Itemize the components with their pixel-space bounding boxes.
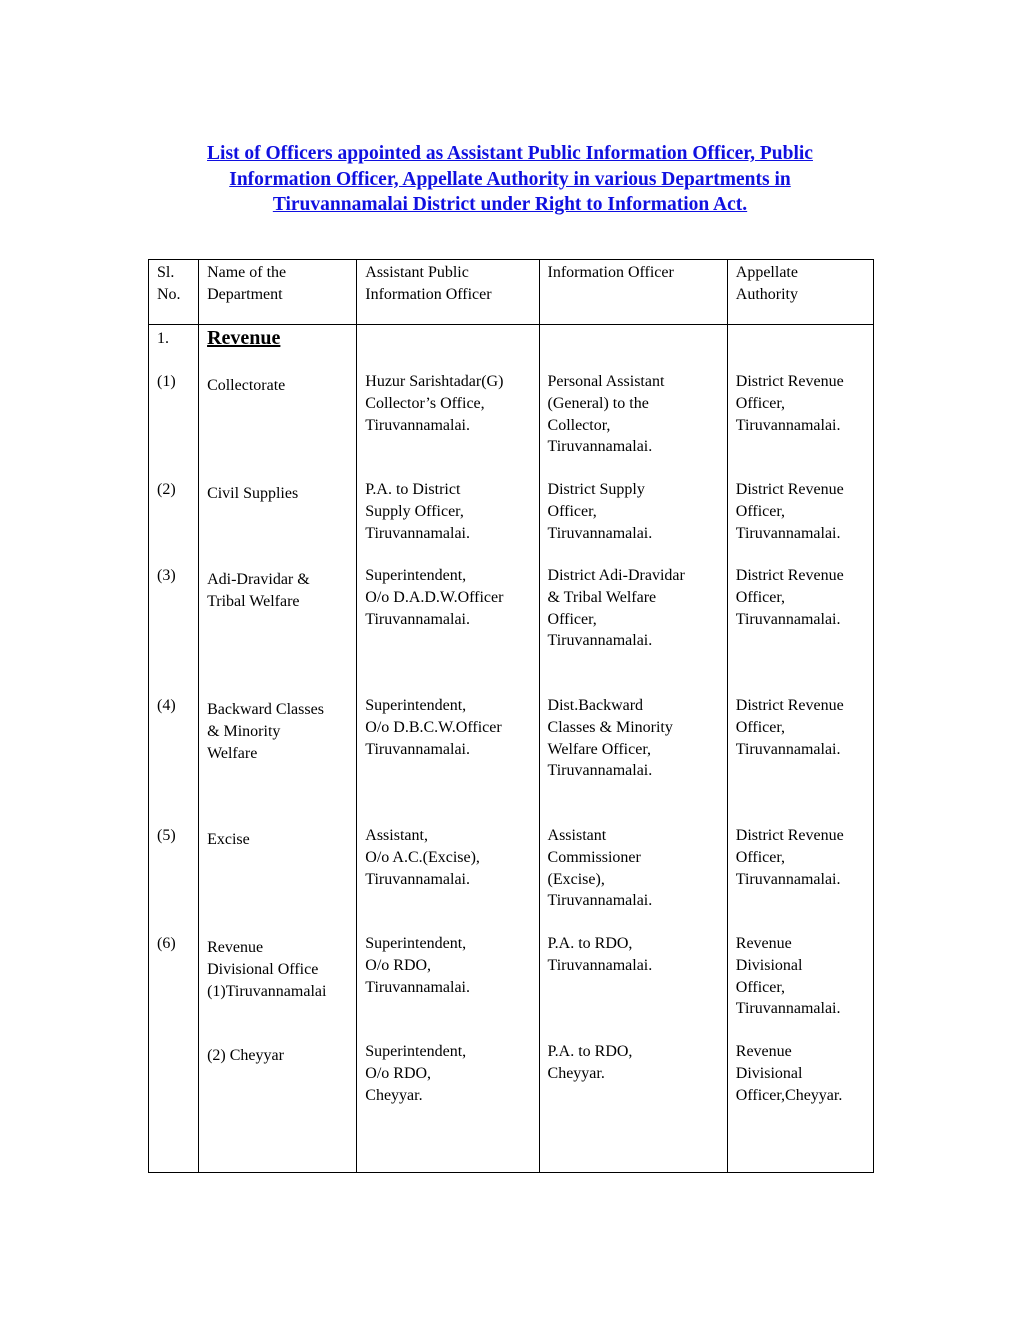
sl-number bbox=[157, 479, 196, 501]
cell-line: District Supply bbox=[547, 481, 645, 498]
cell-line: O/o D.B.C.W.Officer bbox=[365, 718, 502, 736]
column-sl-no bbox=[149, 325, 199, 1173]
pio-text bbox=[548, 933, 725, 977]
appellate-text bbox=[736, 933, 871, 1020]
cell-line: Officer, bbox=[735, 848, 786, 866]
cell-line: Tiruvannamalai. bbox=[365, 870, 470, 888]
appellate-text bbox=[736, 479, 871, 544]
cell-line: Revenue bbox=[207, 939, 264, 956]
cell-line: Civil Supplies bbox=[207, 485, 299, 502]
pio-text bbox=[548, 825, 725, 912]
apio-text bbox=[365, 565, 536, 630]
cell-line: Tiruvannamalai. bbox=[735, 740, 841, 758]
cell-line: Tiruvannamalai. bbox=[547, 438, 653, 456]
section-heading: Revenue bbox=[207, 327, 281, 349]
cell-line: Officer, bbox=[735, 502, 786, 520]
appellate-text bbox=[736, 825, 871, 890]
cell-line: O/o A.C.(Excise), bbox=[365, 848, 480, 866]
table-body bbox=[149, 325, 874, 1173]
cell-line: Divisional bbox=[735, 956, 803, 974]
apio-text bbox=[365, 479, 536, 544]
department-name bbox=[207, 375, 354, 397]
appellate-text bbox=[736, 1041, 871, 1106]
cell-line: Personal Assistant bbox=[547, 373, 665, 390]
header-sl-no bbox=[149, 260, 199, 325]
cell-line: Commissioner bbox=[547, 848, 641, 866]
cell-line: Revenue bbox=[735, 935, 792, 952]
cell-line: & Minority bbox=[207, 722, 281, 740]
cell-line: Tiruvannamalai. bbox=[547, 632, 653, 650]
cell-line: District Revenue bbox=[735, 567, 844, 584]
appellate-text bbox=[736, 695, 871, 760]
apio-text bbox=[365, 1041, 536, 1106]
cell-line: P.A. to RDO, bbox=[547, 935, 633, 952]
header-text: Department bbox=[207, 285, 283, 303]
cell-line: (Excise), bbox=[547, 870, 605, 888]
department-name bbox=[207, 483, 354, 505]
header-department bbox=[199, 260, 357, 325]
appellate-text bbox=[736, 565, 871, 630]
sl-number bbox=[157, 371, 196, 393]
pio-text bbox=[548, 371, 725, 458]
cell-line: Superintendent, bbox=[365, 697, 467, 714]
cell-line: District Revenue bbox=[735, 827, 844, 844]
cell-line: Tiruvannamalai. bbox=[547, 956, 653, 974]
cell-line: District Revenue bbox=[735, 373, 844, 390]
cell-line: Superintendent, bbox=[365, 1043, 467, 1060]
header-appellate-authority bbox=[727, 260, 873, 325]
cell-line: Officer,Cheyyar. bbox=[735, 1086, 843, 1104]
title-line: Tiruvannamalai District under Right to Information Act. bbox=[272, 194, 748, 215]
cell-line: P.A. to RDO, bbox=[547, 1043, 633, 1060]
cell-line: Tiruvannamalai. bbox=[735, 1000, 841, 1018]
cell-line: Huzur Sarishtadar(G) bbox=[365, 373, 504, 390]
column-pio bbox=[539, 325, 727, 1173]
department-name bbox=[207, 829, 354, 851]
cell-line: (4) bbox=[157, 697, 176, 714]
header-text: Information Officer bbox=[547, 264, 674, 281]
header-text: Authority bbox=[735, 285, 798, 303]
sl-number bbox=[157, 565, 196, 587]
cell-line: & Tribal Welfare bbox=[547, 588, 657, 606]
cell-line: Collector, bbox=[547, 416, 611, 434]
cell-line: Tiruvannamalai. bbox=[365, 524, 470, 542]
department-name bbox=[207, 569, 354, 613]
cell-line: (6) bbox=[157, 935, 176, 952]
appellate-text bbox=[736, 371, 871, 436]
sl-number bbox=[157, 933, 196, 955]
cell-line: Tiruvannamalai. bbox=[735, 416, 841, 434]
cell-line: Assistant bbox=[547, 827, 607, 844]
cell-line: (5) bbox=[157, 827, 176, 844]
cell-line: Welfare Officer, bbox=[547, 740, 651, 758]
section-number: 1. bbox=[157, 330, 169, 347]
cell-line: Collector’s Office, bbox=[365, 394, 485, 412]
cell-line: Officer, bbox=[735, 718, 786, 736]
cell-line: Supply Officer, bbox=[365, 502, 464, 520]
cell-line: P.A. to District bbox=[365, 481, 461, 498]
cell-line: Tiruvannamalai. bbox=[365, 610, 470, 628]
pio-text bbox=[548, 565, 725, 652]
cell-line: (1) bbox=[157, 373, 176, 390]
department-name bbox=[207, 699, 354, 764]
cell-line: Revenue bbox=[735, 1043, 792, 1060]
pio-text bbox=[548, 1041, 725, 1085]
cell-line: Adi-Dravidar & bbox=[207, 571, 310, 588]
cell-line: O/o RDO, bbox=[365, 1064, 432, 1082]
column-department bbox=[199, 325, 357, 1173]
cell-line: Backward Classes bbox=[207, 701, 324, 718]
cell-line: (1)Tiruvannamalai bbox=[207, 982, 327, 1000]
cell-line: Cheyyar. bbox=[547, 1064, 605, 1082]
header-text: No. bbox=[157, 285, 181, 303]
cell-line: Tiruvannamalai. bbox=[547, 762, 653, 780]
cell-line: District Revenue bbox=[735, 481, 844, 498]
cell-line: District Adi-Dravidar bbox=[547, 567, 685, 584]
cell-line: (2) Cheyyar bbox=[207, 1047, 284, 1064]
cell-line: Officer, bbox=[735, 394, 786, 412]
header-text: Sl. bbox=[157, 264, 175, 281]
document-title bbox=[130, 141, 890, 218]
header-text: Information Officer bbox=[365, 285, 492, 303]
cell-line: Divisional Office bbox=[207, 960, 319, 978]
apio-text bbox=[365, 933, 536, 998]
header-row bbox=[149, 260, 874, 325]
pio-text bbox=[548, 479, 725, 544]
cell-line: Assistant, bbox=[365, 827, 428, 844]
cell-line: Classes & Minority bbox=[547, 718, 673, 736]
cell-line: Tiruvannamalai. bbox=[365, 978, 470, 996]
cell-line: (3) bbox=[157, 567, 176, 584]
header-apio bbox=[357, 260, 539, 325]
cell-line: Superintendent, bbox=[365, 567, 467, 584]
apio-text bbox=[365, 825, 536, 890]
sl-number bbox=[157, 695, 196, 717]
department-name bbox=[207, 1045, 354, 1067]
cell-line: Excise bbox=[207, 831, 250, 848]
apio-text bbox=[365, 371, 536, 436]
cell-line: Welfare bbox=[207, 744, 258, 762]
column-appellate-authority bbox=[727, 325, 873, 1173]
sl-number bbox=[157, 825, 196, 847]
column-apio bbox=[357, 325, 539, 1173]
title-line: Information Officer, Appellate Authority in various Departments in bbox=[229, 168, 791, 190]
cell-line: Tiruvannamalai. bbox=[365, 416, 470, 434]
cell-line: Tiruvannamalai. bbox=[547, 524, 653, 542]
cell-line: Tiruvannamalai. bbox=[735, 610, 841, 628]
pio-text bbox=[548, 695, 725, 782]
cell-line: Collectorate bbox=[207, 377, 286, 394]
cell-line: Officer, bbox=[735, 588, 786, 606]
officers-table bbox=[148, 259, 874, 1173]
header-text: Name of the bbox=[207, 264, 287, 281]
cell-line: Officer, bbox=[547, 502, 597, 520]
title-line: List of Officers appointed as Assistant Public Information Officer, Public bbox=[207, 143, 813, 164]
cell-line: Tiruvannamalai. bbox=[547, 892, 653, 910]
cell-line: O/o RDO, bbox=[365, 956, 432, 974]
cell-line: Dist.Backward bbox=[547, 697, 644, 714]
cell-line: (General) to the bbox=[547, 394, 649, 412]
cell-line: Cheyyar. bbox=[365, 1086, 423, 1104]
cell-line: Tribal Welfare bbox=[207, 592, 300, 610]
cell-line: Tiruvannamalai. bbox=[365, 740, 470, 758]
header-text: Assistant Public bbox=[365, 264, 469, 281]
cell-line: District Revenue bbox=[735, 697, 844, 714]
apio-text bbox=[365, 695, 536, 760]
department-name bbox=[207, 937, 354, 1002]
cell-line: Officer, bbox=[547, 610, 597, 628]
header-pio bbox=[539, 260, 727, 325]
cell-line: Superintendent, bbox=[365, 935, 467, 952]
cell-line: Officer, bbox=[735, 978, 786, 996]
cell-line: Divisional bbox=[735, 1064, 803, 1082]
cell-line: Tiruvannamalai. bbox=[735, 524, 841, 542]
header-text: Appellate bbox=[735, 264, 798, 281]
cell-line: O/o D.A.D.W.Officer bbox=[365, 588, 504, 606]
cell-line: (2) bbox=[157, 481, 176, 498]
cell-line: Tiruvannamalai. bbox=[735, 870, 841, 888]
